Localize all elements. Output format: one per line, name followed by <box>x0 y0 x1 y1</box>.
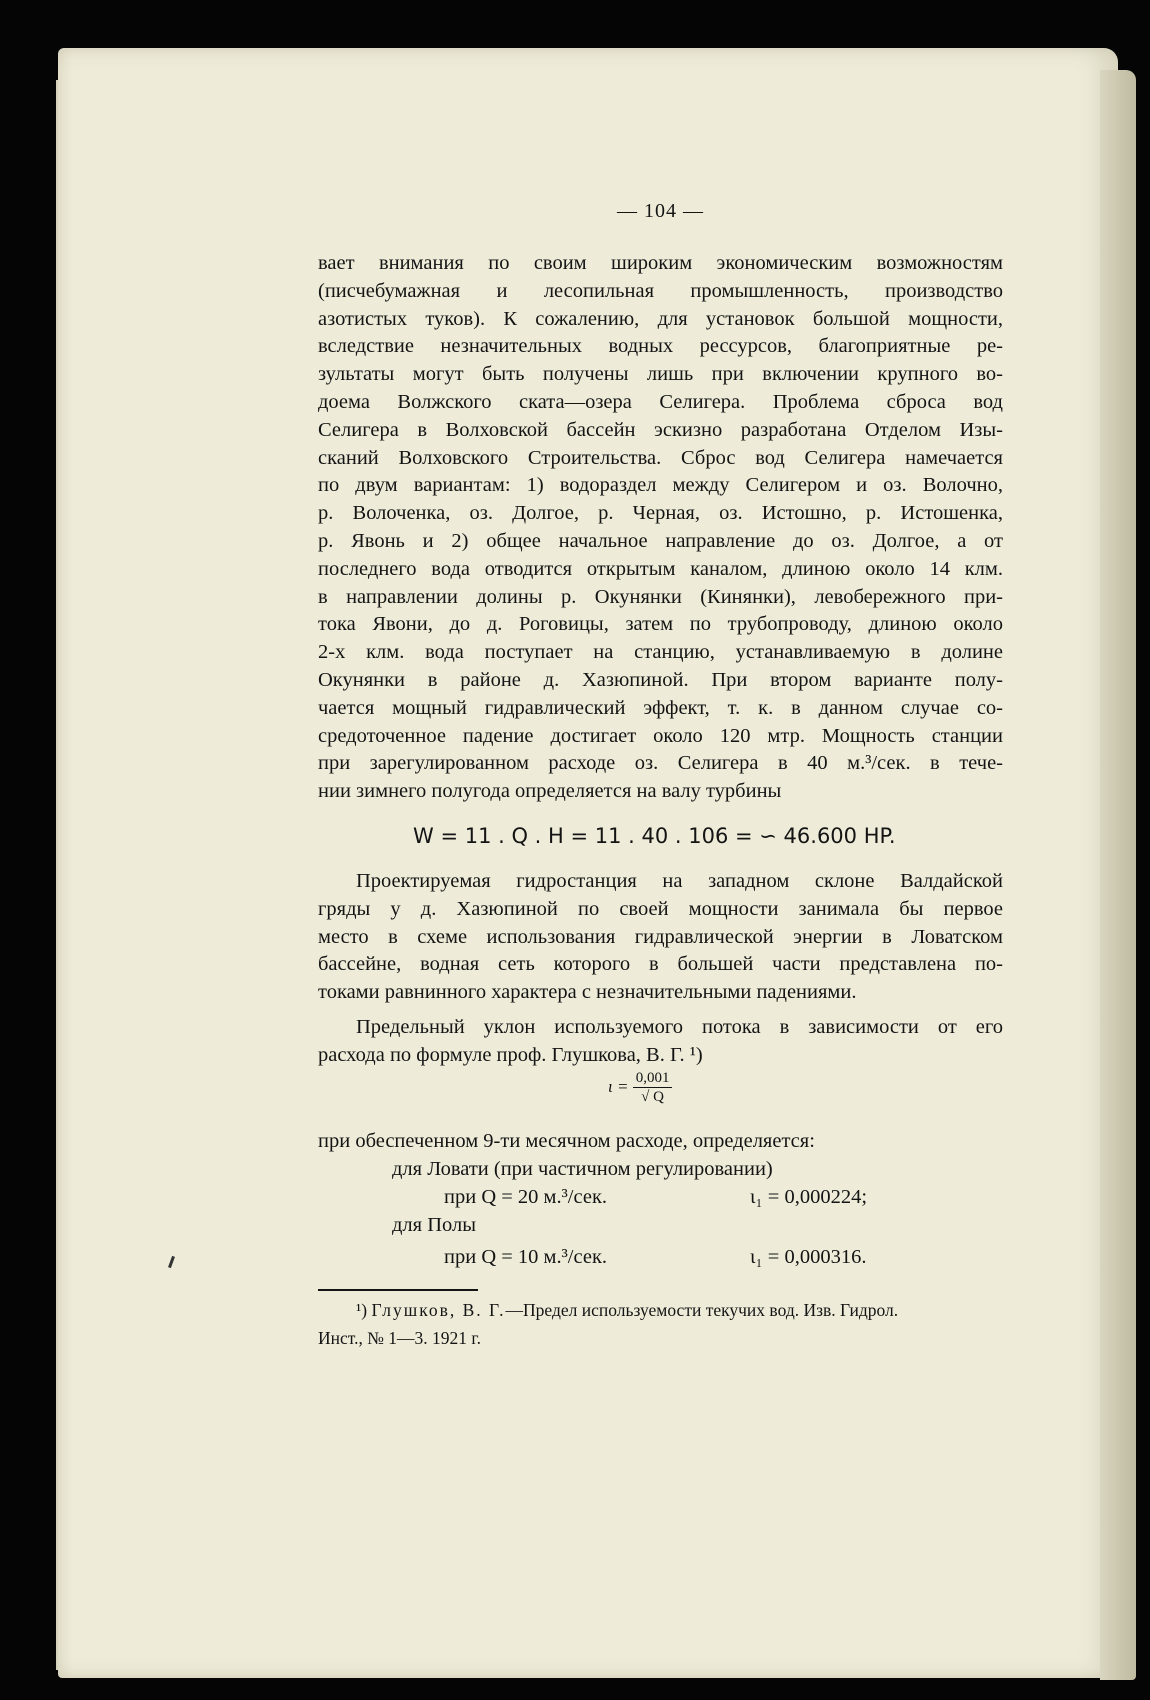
text-line: Проектируемая гидростанция на западном склоне Валдайской <box>356 870 1003 892</box>
text-line: последнего вода отводится открытым каналом, длиною около 14 клм. <box>318 557 1003 580</box>
text-line: р. Явонь и 2) общее начальное направление до оз. Долгое, а от <box>318 529 1003 552</box>
text-line: тока Явони, до д. Роговицы, затем по трубопроводу, длиною около <box>318 613 1003 636</box>
text-line: место в схеме использования гидравлической энергии в Ловатском <box>318 925 1003 948</box>
paragraph-slope <box>318 1014 1003 1070</box>
footnote-text-line2: Инст., № 1—3. 1921 г. <box>318 1328 482 1348</box>
text-line: Окунянки в районе д. Хазюпиной. При втором варианте полу- <box>318 668 1003 691</box>
text-line: вследствие незначительных водных рессурсов, благоприятные ре- <box>318 335 1003 358</box>
facing-page-edge <box>1100 70 1136 1680</box>
footnote <box>318 1296 1003 1352</box>
paragraph-provided-flow: при обеспеченном 9-ти месячном расходе, определяется: <box>318 1130 815 1152</box>
text-line: р. Волоченка, оз. Долгое, р. Черная, оз. Истошно, р. Истошенка, <box>318 502 1003 525</box>
footnote-marker: ¹) <box>356 1300 368 1320</box>
text-line: Селигера в Волховской бассейн эскизно разработана Отделом Изы- <box>318 418 1003 441</box>
slope-formula-lhs: ι = <box>608 1076 629 1096</box>
text-line: бассейне, водная сеть которого в большей части представлена по- <box>318 953 1003 976</box>
text-line: в направлении долины р. Окунянки (Кинянки), левобережного при- <box>318 585 1003 608</box>
text-line: сканий Волховского Строительства. Сброс вод Селигера намечается <box>318 446 1003 469</box>
power-formula: W = 11 . Q . H = 11 . 40 . 106 = ∽ 46.600 HP. <box>413 824 896 848</box>
pola-heading: для Полы <box>392 1214 477 1236</box>
text-line: доема Волжского ската—озера Селигера. Проблема сброса вод <box>318 390 1003 413</box>
footnote-rule <box>318 1289 478 1291</box>
slope-fraction <box>633 1070 673 1106</box>
lovat-value: ι₁ = 0,000224; <box>750 1186 868 1208</box>
text-line: зультаты могут быть получены лишь при включении крупного во- <box>318 363 1003 386</box>
footnote-text-line1: —Предел используемости текучих вод. Изв. Гидрол. <box>505 1300 899 1320</box>
text-line: нии зимнего полугода определяется на валу турбины <box>318 780 782 803</box>
text-line: при зарегулированном расходе оз. Селигера в 40 м.³/сек. в тече- <box>318 752 1003 775</box>
text-line: чается мощный гидравлический эффект, т. к. в данном случае со- <box>318 696 1003 719</box>
text-line: по двум вариантам: 1) водораздел между Селигером и оз. Волочно, <box>318 474 1003 497</box>
page-number: — 104 — <box>617 200 704 222</box>
paragraph-hydrostation <box>318 868 1003 1007</box>
pola-condition: при Q = 10 м.³/сек. <box>444 1246 608 1268</box>
text-line: расхода по формуле проф. Глушкова, В. Г. ¹) <box>318 1043 703 1066</box>
text-line: Предельный уклон используемого потока в зависимости от его <box>356 1016 1003 1038</box>
text-line: (писчебумажная и лесопильная промышленность, производство <box>318 279 1003 302</box>
lovat-condition: при Q = 20 м.³/сек. <box>444 1186 608 1208</box>
footnote-author: Глушков, В. Г. <box>371 1300 506 1320</box>
pola-value: ι₁ = 0,000316. <box>750 1246 867 1268</box>
text-line: токами равнинного характера с незначительными падениями. <box>318 981 857 1004</box>
paragraph-selig <box>318 250 1003 806</box>
text-line: средоточенное падение достигает около 120 мтр. Мощность станции <box>318 724 1003 747</box>
text-line: вает внимания по своим широким экономическим возможностям <box>318 252 1003 274</box>
slope-formula <box>608 1070 672 1106</box>
slope-denominator: √ Q <box>641 1089 664 1105</box>
text-line: 2-х клм. вода поступает на станцию, устанавливаемую в долине <box>318 641 1003 664</box>
text-line: гряды у д. Хазюпиной по своей мощности занимала бы первое <box>318 897 1003 920</box>
lovat-heading: для Ловати (при частичном регулировании) <box>392 1158 773 1180</box>
slope-numerator: 0,001 <box>633 1070 673 1088</box>
text-line: азотистых туков). К сожалению, для установок большой мощности, <box>318 307 1003 330</box>
